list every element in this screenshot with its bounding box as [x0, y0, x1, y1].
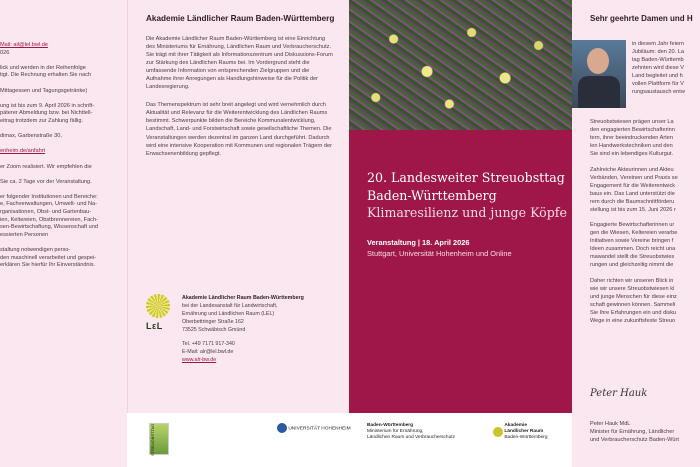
line-gap: [0, 80, 121, 88]
text-line: tern, ihrer beeindruckenden Arten: [590, 135, 674, 141]
portrait-suit: [578, 76, 620, 108]
academy-topics: [146, 101, 335, 158]
text-line: Land begleitet und h: [632, 73, 683, 79]
text-line: Mittagessen und Tagungsgetränke): [0, 87, 88, 94]
text-line: Mail: ail@lel.bwl.de: [0, 42, 48, 48]
text-line: rem durch die Baumschnittförderu: [590, 198, 675, 205]
text-line: essierten Personen: [0, 231, 49, 238]
portrait-head: [587, 48, 609, 74]
hohenheim-logo: [277, 423, 351, 433]
text-line: Jubiläum: den 20. La: [632, 49, 684, 55]
signer-info: [590, 420, 679, 444]
text-line: Engagement für die Weiterentwick: [590, 182, 676, 189]
line-gap: [0, 95, 121, 103]
text-line: len Handwerkstechniken und den: [590, 143, 673, 149]
text-line: Wege in eine zukunftsfeste Streuo: [590, 317, 676, 324]
text-line: tag Baden-Württemb: [632, 57, 684, 63]
text-line: ien, Keltereien, Obstbrennereien, Fach-: [0, 216, 98, 223]
greeting-body-text: [590, 118, 700, 325]
text-line: e, Fachverwaltungen, Umwelt- und Na-: [0, 201, 98, 208]
text-line: Peter Hauk MdL: [590, 421, 631, 427]
registration-info-text: [0, 42, 121, 270]
text-line: Ideen zusammen. Doch reicht una: [590, 246, 676, 253]
address-line2: Ernährung und Ländlichen Raum (LEL): [182, 311, 275, 317]
address-name: Akademie Ländlicher Raum Baden-Württemberg: [182, 295, 304, 301]
ministry-logo: [367, 423, 455, 441]
text-line: Minister für Ernährung, Ländlicher: [590, 429, 675, 435]
address-text: [182, 294, 349, 364]
text-line: den maschinell verarbeitet und gespei-: [0, 254, 97, 261]
minister-portrait: [572, 40, 626, 108]
text-line: Streuobstwiesen prägen unser La: [590, 119, 674, 125]
line-gap: [0, 171, 121, 179]
text-line: 026: [0, 49, 10, 56]
text-line: Verbänden, Vereinen und Praxis se: [590, 174, 678, 181]
text-line: tigt. Die Rechnung erhalten Sie nach: [0, 72, 92, 79]
greeting-heading: Sehr geehrte Damen und H: [590, 14, 693, 23]
lel-logo-text: LεL: [146, 321, 163, 331]
address-phone: Tel. +49 7171 917-340: [182, 341, 235, 347]
text-line: den engagierten Bewirtschafterinn: [590, 127, 675, 133]
text-line: er folgender Institutionen und Bereiche:: [0, 193, 98, 200]
cover-panel: [349, 0, 572, 467]
text-line: zehnten wird diese V: [632, 65, 684, 71]
text-line: und junge Menschen für diese einz: [590, 293, 677, 300]
address-email: E-Mail: alr@lel.bwl.de: [182, 349, 234, 355]
academy-paragraph-1: Die Akademie Ländlicher Raum Baden-Württemberg ist eine Einrichtung des Ministeriums für Ernährung, Ländlichen Raum und Verbraucherschutz. Sie trägt mit ihrer Tätigkeit als Informationszentrum und Diskussions-Forum zur Stärkung des Ländlichen Raums bei. Im Vordergrund steht die umfassende Information von entsprechenden Zielgruppen und die Aufnahme ihrer Anregungen als Handlungshinweise für die Politik der Landesregierung.: [146, 35, 333, 91]
ministry-logo-line1: Baden-Württemberg: [367, 423, 414, 428]
text-line: rungsaustausch entw: [632, 89, 685, 95]
event-title: [367, 169, 567, 222]
address-street: Oberbettringer Straße 162: [182, 319, 244, 325]
text-line: und Verbraucherschutz Baden-Würt: [590, 437, 679, 443]
text-line: mawandel stellt die Streuobstwies: [590, 254, 675, 261]
text-line: baus ein. Das Land unterstützt die: [590, 190, 675, 197]
footer-logos: [127, 413, 572, 467]
text-line: dimax, Garbenstraße 30,: [0, 133, 62, 140]
text-line: vollen Plattform für V: [632, 81, 684, 87]
academy-footer-line1: Akademie: [504, 423, 528, 428]
text-line: schaft gewinnen können. Sammeli: [590, 301, 676, 308]
text-line: in diesem Jahr feiern: [632, 41, 684, 47]
line-gap: [590, 158, 700, 166]
text-line: Engagierte Bewirtschafterinnen ur: [590, 222, 675, 229]
text-line: Sie ca. 2 Tage vor der Veranstaltung.: [0, 178, 92, 185]
hohenheim-logo-text: UNIVERSITÄT HOHENHEIM: [288, 426, 351, 432]
text-line: Zahlreiche Akteurinnen und Akteu: [590, 166, 674, 173]
text-line: Sie sind ein lebendiges Kulturgut.: [590, 151, 674, 157]
text-line: sen-Bewirtschaftung, Wissenschaft und: [0, 224, 98, 231]
event-venue: Stuttgart, Universität Hohenheim und Online: [367, 249, 512, 258]
text-line[interactable]: enheim.de/anfahrt: [0, 148, 46, 155]
academy-footer-logo: [493, 423, 548, 441]
address-website-link[interactable]: www.alr-bw.de: [182, 357, 217, 363]
academy-description: [146, 35, 335, 92]
text-line: rganisationen, Obst- und Gartenbau-: [0, 209, 92, 216]
event-subtitle: Klimaresilienz und junge Köpfe: [367, 205, 567, 220]
text-line: gen die Wiesen, Keltereien verarbe: [590, 230, 678, 237]
text-line: lick und werden in der Reihenfolge: [0, 64, 86, 71]
line-gap: [0, 141, 121, 149]
text-line: rungen und gleichzeitig nimmt die: [590, 262, 674, 269]
line-gap: [590, 269, 700, 277]
text-line: staltung notwendigen perso-: [0, 247, 71, 254]
registration-info-panel: [0, 0, 127, 467]
address-line1: bei der Landesanstalt für Landwirtschaft,: [182, 303, 278, 309]
lel-logo-icon: [146, 294, 170, 318]
line-gap: [0, 239, 121, 247]
text-line: Sie Ihre Erfahrungen ein und disku: [590, 309, 677, 316]
line-gap: [0, 186, 121, 194]
academy-footer-logo-icon: [493, 427, 503, 437]
line-gap: [0, 156, 121, 164]
streuobsttag-logo-text: STREUOBSTTAG: [150, 423, 155, 456]
text-line: erklären Sie hierfür Ihr Einverständnis.: [0, 262, 96, 269]
event-title-line1: 20. Landesweiter Streuobsttag: [367, 170, 565, 185]
address-city: 73525 Schwäbisch Gmünd: [182, 327, 246, 333]
academy-footer-line2: Ländlicher Raum: [504, 429, 544, 434]
line-gap: [0, 57, 121, 65]
event-date: Veranstaltung | 18. April 2026: [367, 238, 470, 247]
text-line: wie wir unsere Streuobstwiesen kl: [590, 285, 675, 292]
event-title-line2: Baden-Württemberg: [367, 187, 497, 203]
line-gap: [590, 214, 700, 222]
streuobsttag-logo: [149, 423, 169, 455]
text-line: ung ist bis zum 9. April 2026 in schrift-: [0, 102, 95, 109]
text-line: päterer Abmeldung bzw. bei Nichttell-: [0, 110, 93, 117]
text-line: Daher richten wir unseren Blick in: [590, 277, 674, 284]
academy-heading: Akademie Ländlicher Raum Baden-Württemberg: [146, 14, 335, 23]
hohenheim-seal-icon: [277, 423, 287, 433]
ministry-logo-line3: Ländlichen Raum und Verbraucherschutz: [367, 435, 455, 440]
academy-panel: [127, 0, 349, 467]
academy-paragraph-2: Das Themenspektrum ist sehr breit angelegt und wird vernehmlich durch Aktualität und Relevanz für die Weiterentwicklung des Ländlichen Raums bestimmt. Schwerpunkte bilden die Bereiche Kommunalentwicklung, Landschaft, Land- und Forstwirtschaft sowie gesellschaftliche Themen. Die Veranstaltungen werden dezentral im ganzen Land durchgeführt. Dadurch wird eine intensive Kooperation mit Kommunen und regionalen Trägern der Erwachsenenbildung gepflegt.: [146, 102, 332, 157]
academy-footer-line3: Baden-Württemberg: [504, 435, 548, 440]
text-line: stellung ist bis zum 15. Juni 2026 r: [590, 206, 676, 213]
text-line: Initiativen sowie Vereine bringen f: [590, 238, 674, 245]
line-gap: [0, 126, 121, 134]
apple-meadow-photo: [349, 0, 572, 130]
text-line: er Zoom realisiert. Wir empfehlen die: [0, 163, 92, 170]
greeting-intro-text: [632, 40, 700, 96]
greeting-panel: [572, 0, 700, 467]
text-line: eitrag trotzdem zur Zahlung fällig.: [0, 117, 84, 124]
ministry-logo-line2: Ministerium für Ernährung,: [367, 429, 424, 434]
minister-signature: Peter Hauk: [590, 388, 648, 399]
